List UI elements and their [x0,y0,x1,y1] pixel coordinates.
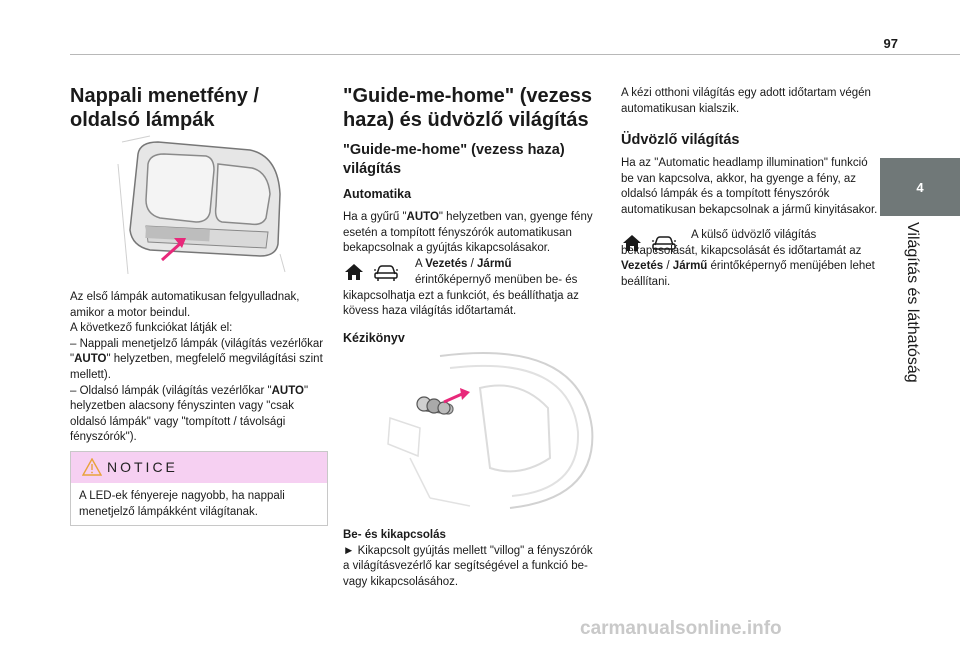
col2-menu-text [415,257,603,273]
col2-manual [343,330,603,346]
subsection-kezikonyv: Kézikönyv [343,331,405,345]
paragraph: Ha a gyűrű "AUTO" helyzetben van, gyenge fény esetén a tompított fényszórók automatikusan bekapcsolnak a gyújtás kikapcsolásakor. [343,211,593,255]
paragraph: A következő funkciókat látják el: [70,322,233,335]
list-item: – Nappali menetjelző lámpák (világítás vezérlőkar "AUTO" helyzetben, megfelelő megvilágítási szint mellett). [70,337,324,381]
paragraph: érintőképernyő menüben be- és kikapcsolhatja ezt a funkciót, és beállíthatja az kövess haza világítás időtartamát. [343,274,579,318]
notice-header [71,452,327,483]
header-rule [70,54,960,55]
paragraph: A kézi otthoni világítás egy adott időtartam végén automatikusan kialszik. [621,87,871,115]
notice-box [70,451,328,526]
warning-icon [82,458,102,476]
chapter-tab: 4 [880,158,960,216]
col2-subtitle [343,141,603,179]
col3-body [621,86,879,219]
chapter-title-text: Világítás és láthatóság [904,222,921,383]
chapter-title [872,222,952,452]
watermark: carmanualsonline.info [580,618,782,639]
paragraph: A Vezetés / Jármű [415,258,512,270]
steering-stalk-illustration [380,348,600,516]
notice-label: NOTICE [107,459,178,475]
col2-auto [343,186,603,257]
page-number: 97 [883,36,898,51]
col3-p3 [621,228,881,290]
paragraph: Ha az "Automatic headlamp illumination" funkció be van kapcsolva, akkor, ha gyenge a fény, az oldalsó lámpák és a tompított fényszórók automatikusan bekapcsolnak a jármű kinyitásakor. [621,157,878,216]
list-item: – Oldalsó lámpák (világítás vezérlőkar "AUTO" helyzetben alacsony fényszinten vagy "csak oldalsó lámpák" vagy "tompított / távolsági fényszórók"). [70,384,309,444]
col1-body [70,290,328,446]
step-text: ► Kikapcsolt gyújtás mellett "villog" a fényszórók a világításvezérlő kar segítségével a funkció be- vagy kikapcsolásához. [343,544,593,588]
col2-menu-rest [343,273,603,320]
col2-onoff [343,528,601,590]
col2-heading [343,84,603,132]
notice-text: A LED-ek fényereje nagyobb, ha nappali menetjelző lámpákként világítanak. [79,490,285,518]
onoff-title: Be- és kikapcsolás [343,529,446,541]
section-title-drl: Nappali menetfény / oldalsó lámpák [70,85,259,131]
col1-heading [70,84,326,132]
subsection-automatika: Automatika [343,187,412,201]
section-title-guide-me-home: "Guide-me-home" (vezess haza) és üdvözlő világítás [343,85,593,131]
paragraph: A külső üdvözlő világítás bekapcsolását, kikapcsolását és időtartamát az Vezetés / Jármű érintőképernyő menüjében lehet beállítani. [621,229,875,288]
subsection-udvozlo: Üdvözlő világítás [621,132,740,149]
paragraph: Az első lámpák automatikusan felgyulladnak, amikor a motor beindul. [70,291,300,319]
headlamp-illustration [110,134,290,276]
subsection-title: "Guide-me-home" (vezess haza) világítás [343,142,565,177]
